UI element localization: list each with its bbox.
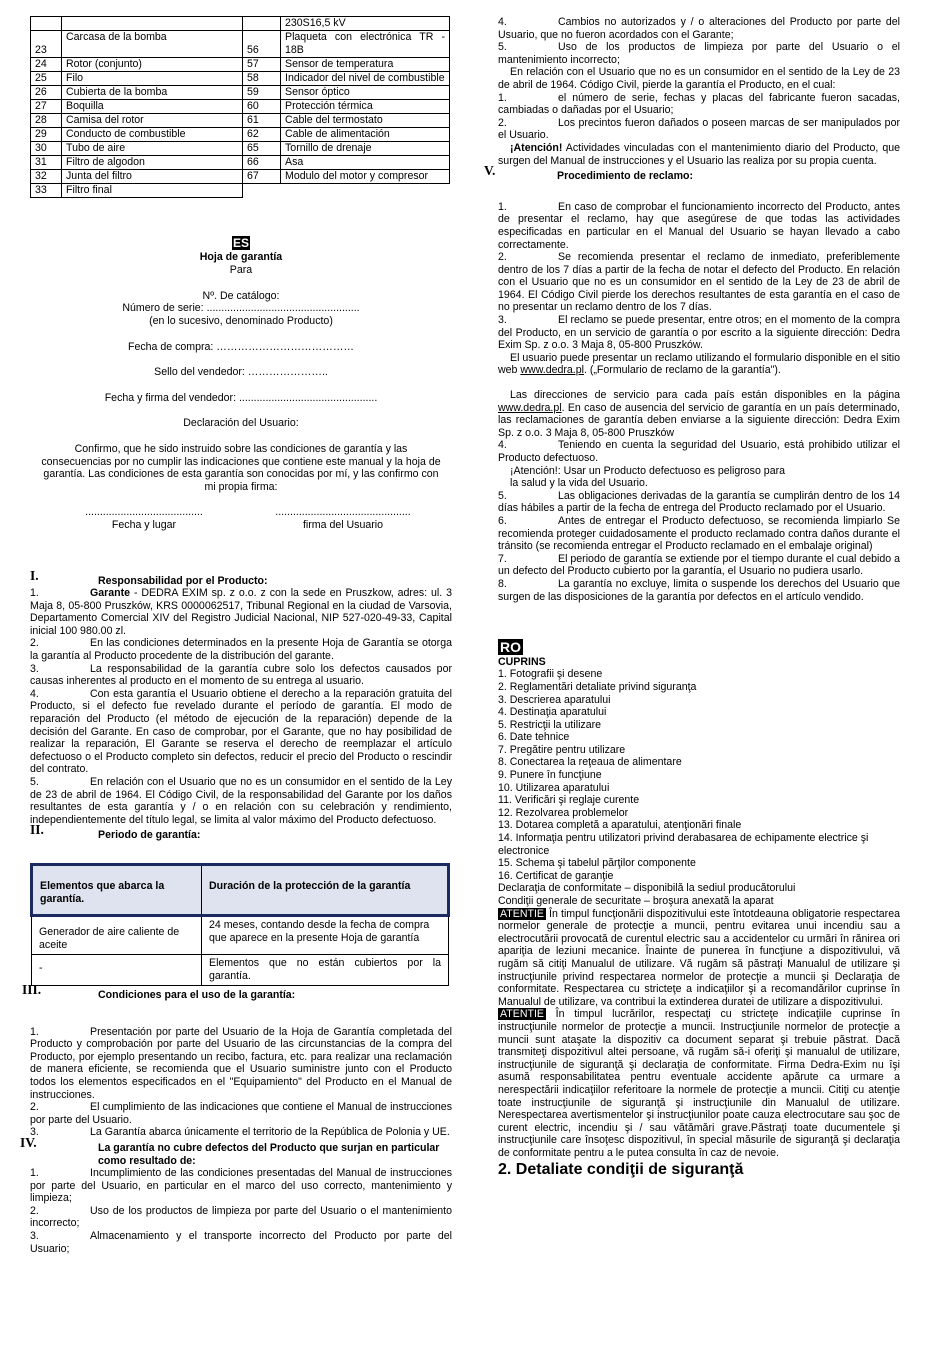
table-cell: 66 [243,156,281,170]
table-header-cell: Duración de la protección de la garantía [202,864,449,915]
serial-number: Número de serie: .................................................... [122,302,360,315]
table-cell: Filtro de algodon [62,156,243,170]
table-row [31,17,450,31]
list-item [498,16,900,41]
section-3-items [30,1026,452,1139]
toc-item: Condiţii generale de securitate – broşura anexată la aparat [498,895,774,907]
table-cell: 56 [243,31,281,58]
table-row [31,86,450,100]
item-number: 2. [30,1204,39,1217]
table-cell: 30 [31,142,62,156]
table-row [31,156,450,170]
table-cell: Tornillo de drenaje [281,142,450,156]
claim-item-6: 6. Antes de entregar el Producto defectuoso, se recomienda limpiarlo Se recomienda proteger cuidadosamente el producto reclamado contra daños durante el tránsito (se recomienda entregar el Producto reclamado en el embalaje original) [498,514,900,553]
toc-item: 10. Utilizarea aparatului [498,781,610,794]
table-cell: Plaqueta con electrónica TR - 18B [281,31,450,58]
claim-item-4: 4. Teniendo en cuenta la seguridad del Usuario, está prohibido utilizar el Producto defectuoso. [498,439,900,464]
item-text: En las condiciones determinados en la presente Hoja de Garantía se otorga la garantía al Producto procedente de la distribución del garante. [30,637,452,663]
toc-item: 16. Certificat de garanţie [498,869,614,882]
toc-item: 14. Informaţia pentru utilizatori privind derabasarea de echipamente electrice şi electronice [498,832,869,857]
section-2 [30,822,452,986]
claim-form-note: El usuario puede presentar un reclamo utilizando el formulario disponible en el sitio web www.dedra.pl. („Formulario de reclamo de la garantía"). [498,351,900,377]
item-number: 2. [498,116,507,129]
toc-item: 9. Punere în funcţiune [498,769,602,782]
table-cell: Asa [281,156,450,170]
toc-item: 13. Dotarea completă a aparatului, atenţionări finale [498,819,742,832]
item-number: 5. [30,776,39,788]
section-number: I. [30,567,39,583]
danger-note: ¡Atención!: Usar un Producto defectuoso es peligroso para [510,464,786,477]
claim-item-1: 1. En caso de comprobar el funcionamiento incorrecto del Producto, antes de presentar el reclamo, hay que asegúrese de que todas las actividades especificadas en particular en el Manual del Usuario se hayan llevado a cabo correctamente. [498,200,900,251]
item-text: Presentación por parte del Usuario de la Hoja de Garantía completada del Producto y comprobación por parte del Usuario de las circunstancias de la compra del Producto, por ejemplo presentando un recibo, factura, etc. para realizar una reclamación de manera eficiente, se recomienda que el Usuario suministre junto con el Producto todos los elementos especificados en el "Equipamiento" del Producto en el Manual de instrucciones. [30,1025,452,1101]
table-cell: 67 [243,170,281,184]
item-text: El cumplimiento de las indicaciones que contiene el Manual de instrucciones por parte del Usuario. [30,1101,452,1126]
table-cell: Sensor óptico [281,86,450,100]
date-place-label: Fecha y lugar [111,518,177,531]
section-4-items-2 [498,92,900,142]
table-cell: 61 [243,114,281,128]
table-cell: Sensor de temperatura [281,58,450,72]
toc-item: 11. Verificări şi reglaje curente [498,794,640,807]
ro-warning-2: ATENTIE În timpul lucrărilor, respectaţi cu stricteţe indicaţiile cuprinse în instrucţiunile normelor de protecţie a muncii. Instrucţiunile normelor de protecţie a muncii sunt ataşate la dispozitiv ca document separat şi trebuie păstrat. Dacă transmiteţi dispozitivul altei persoane, vă rugăm să-i oferiţi şi manualul de utilizare, instrucţiunile de siguranţă şi declaraţia de conformitate. Firma Dedra-Exim nu îşi asumă responsabilitatea pentru eventuale accidente apărute ca urmare a nerespectării indicaţiilor referitoare la normele de protecţie a muncii. Citiţi cu atenţie toate instrucţiunile de siguranţă şi instrucţiunile din Manualul de utilizare. Nerespectarea avertismentelor şi instrucţiunilor poate cauza electrocutare sau şoc de curent electric, incendiu şi / sau vătămări grave.Păstraţi toate ducumentele şi instrucţiunile care însoţesc dispozitivul, în special măsurile de siguranţă şi declaraţia de conformitate pentru a le putea consulta în caz de nevoie. [498,1008,900,1159]
consumer-note: En relación con el Usuario que no es un consumidor en el sentido de la Ley de 23 de abril de 1964. Código Civil, pierde la garantía el Producto, en el cual: [498,66,900,91]
atentie-label: ATENTIE [500,1008,544,1021]
item-text: el número de serie, fechas y placas del fabricante fueron sacadas, cambiadas o dañadas por el Usuario; [498,91,900,117]
table-cell [31,17,62,31]
item-number: 1. [30,587,39,600]
section-number: II. [30,822,44,838]
dedra-link[interactable]: www.dedra.pl [498,401,562,414]
list-item [498,92,900,117]
toc-item: 4. Destinaţia aparatului [498,706,607,719]
language-badge-ro: RO [500,639,521,656]
toc-item: 6. Date tehnice [498,731,570,744]
item-text: En relación con el Usuario que no es un consumidor en el sentido de la Ley de 23 de abril de 1964. El Código Civil, de la responsabilidad del Garante por los daños resultantes de esta garantía y / o en relación con su celebración y rendimiento, independientemente del título legal, se limita al valor máximo del Producto defectuoso. [30,776,452,826]
warranty-period-table [30,863,450,986]
item-text: La responsabilidad de la garantía cubre solo los defectos causados por causas inherentes al producto en el momento de su entrega al usuario. [30,662,452,688]
section-1-items [30,587,452,826]
table-cell: Filtro final [62,184,243,198]
user-signature-label: firma del Usuario [302,518,384,531]
section-title: Periodo de garantía: [98,829,201,842]
item-number: 4. [30,687,39,700]
user-signature-line: .............................................. [275,506,411,519]
table-row [31,128,450,142]
table-cell: Protección térmica [281,100,450,114]
table-cell: 25 [31,72,62,86]
table-cell: 60 [243,100,281,114]
parts-table [30,16,450,198]
table-cell: 65 [243,142,281,156]
item-number: 3. [30,662,39,675]
item-number: 5. [498,41,507,54]
declaration-text: Confirmo, que he sido instruido sobre las condiciones de garantía y las consecuencias por no cumplir las indicaciones que contiene este manual y la hoja de garantía. Las condiciones de esta garantía son conocidas por mí, y las confirmo con mi propia firma: [41,442,441,493]
item-text: Uso de los productos de limpieza por parte del Usuario o el mantenimiento incorrecto; [30,1204,452,1230]
parts-table-body [31,17,450,198]
toc-item: 5. Restricţii la utilizare [498,718,602,731]
table-cell [243,17,281,31]
item-text: Los precintos fueron dañados o poseen marcas de ser manipulados por el Usuario. [498,116,900,142]
dedra-link[interactable]: www.dedra.pl [520,364,584,377]
section-5 [484,163,900,603]
list-item [30,637,452,662]
ro-section [498,639,900,1179]
table-cell: 23 [31,31,62,58]
table-cell: 29 [31,128,62,142]
table-cell: Boquilla [62,100,243,114]
section-title: Procedimiento de reclamo: [557,170,693,183]
table-cell: 230S16,5 kV [281,17,450,31]
list-item [30,776,452,826]
item-number: 1. [30,1025,39,1038]
toc-item: 1. Fotografii şi desene [498,668,603,681]
item-text: Incumplimiento de las condiciones presentadas del Manual de instrucciones por parte del Usuario, en particular en el marco del uso correcto, mantenimiento y limpieza; [30,1167,452,1205]
list-item [30,688,452,776]
item-text: Almacenamiento y el transporte incorrecto del Producto por parte del Usuario; [30,1230,452,1255]
section-1 [30,567,452,827]
table-row [31,142,450,156]
list-item [498,117,900,142]
table-cell: Cable del termostato [281,114,450,128]
warranty-para: Para [229,264,253,277]
ro-toc [498,668,900,907]
claim-item-8: 8. La garantía no excluye, limita o suspende los derechos del Usuario que surgen de las disposiciones de la garantía por defectos en el artículo vendido. [498,577,900,603]
toc-item: 2. Reglamentări detaliate privind siguranţa [498,680,697,693]
table-cell: 33 [31,184,62,198]
table-cell: 32 [31,170,62,184]
toc-item: 3. Descrierea aparatului [498,693,611,706]
warranty-card [30,236,452,532]
attention-note [498,142,900,167]
section-number: IV. [20,1134,37,1150]
section-title: Responsabilidad por el Producto: [98,574,268,587]
table-cell: Cable de alimentación [281,128,450,142]
language-badge-es: ES [232,236,249,250]
table-cell: 26 [31,86,62,100]
item-number: 1. [498,91,507,104]
list-item [30,1026,452,1102]
list-item [30,1230,452,1255]
item-text: Con esta garantía el Usuario obtiene el derecho a la reparación gratuita del Producto, si el defecto fue revelado durante el período de garantía. El modo de reparación del Producto (el método de ejecución de la reparación) depende de la decisión del Garante. En caso de comprobar, por el Garante, que no hay posibilidad de realizar la reparación, El Garante se reserva el derecho de reemplazar el artículo defectuoso o el Producto completo sin defectos, reducir el precio del Producto o rescindir del contrato. [30,687,452,776]
left-column [20,0,452,1255]
table-cell: Generador de aire caliente de aceite [32,915,202,954]
item-lead: Garante [90,587,131,600]
table-cell: Indicador del nivel de combustible [281,72,450,86]
attention-text: Actividades vinculadas con el mantenimiento diario del Producto, que surgen del Manual de instrucciones y el Usuario las realiza por su propia cuenta. [498,141,900,167]
table-cell: 28 [31,114,62,128]
table-cell: Cubierta de la bomba [62,86,243,100]
section-4-items [30,1167,452,1255]
right-column [484,16,900,1179]
table-cell: - [32,954,202,985]
danger-note-cont: la salud y la vida del Usuario. [510,477,648,490]
table-cell: Junta del filtro [62,170,243,184]
item-number: 3. [30,1230,39,1243]
item-number: 4. [498,16,507,28]
section-title: La garantía no cubre defectos del Producto que surjan en particular como resultado de: [98,1141,440,1167]
toc-item: Declaraţia de conformitate – disponibilă la sediul producătorului [498,882,796,895]
ro-warning-1: ATENTIE În timpul funcţionării dispozitivului este întotdeauna obligatorie respectarea normelor generale de protecţie a muncii, pentru evitarea unui incendiu sau a electrocutării provocată de curentul electric sau a accidentelor cu urmări în rănirea ori apariţia de leziuni mecanice. Înainte de punerea în funcţiune a dispozitivului, vă rugăm să citiţi Manualul de utilizare. Vă rugăm să păstraţi Manualul de utilizare şi instrucţiunile privind respectarea normelor de protecţie a muncii şi Declaraţia de conformitate. Respectarea cu stricteţe a indicaţiilor şi a recomandărilor cuprinse în Manualul de utilizare, va contribui la extinderea duratei de utilizare a dispozitivului. [498,907,900,1008]
seller-stamp: Sello del vendedor: ………………….. [154,366,328,379]
list-item [30,1126,452,1139]
table-cell-empty [243,184,450,198]
warranty-title: Hoja de garantía [199,250,283,263]
item-number: 1. [30,1167,39,1180]
table-cell: Tubo de aire [62,142,243,156]
signature-lines [30,506,452,531]
item-text: La Garantía abarca únicamente el territorio de la República de Polonia y UE. [90,1126,450,1139]
list-item [498,41,900,66]
table-cell [62,17,243,31]
table-cell: 62 [243,128,281,142]
list-item [30,1101,452,1126]
claim-item-5: 5. Las obligaciones derivadas de la garantía se cumplirán dentro de los 14 días hábiles a partir de la fecha de entrega del Producto reclamado por el Usuario. [498,489,900,515]
item-text: Uso de los productos de limpieza por parte del Usuario o el mantenimiento incorrecto; [498,41,900,66]
catalog-number: Nº. De catálogo: [202,289,280,302]
table-cell: Elementos que no están cubiertos por la garantía. [202,954,449,985]
table-header-cell: Elementos que abarca la garantía. [32,864,202,915]
section-4 [20,1134,452,1255]
table-row [31,184,450,198]
atentie-label: ATENTIE [500,907,544,920]
table-row [31,58,450,72]
ro-heading-2: 2. Detaliate condiţii de siguranţă [498,1161,744,1179]
item-text: Cambios no autorizados y / o alteraciones del Producto por parte del Usuario, que no fueron acordados con el Garante; [498,16,900,41]
table-cell: 31 [31,156,62,170]
date-place-line: ........................................ [85,506,203,519]
table-cell: Filo [62,72,243,86]
table-row [31,72,450,86]
purchase-date: Fecha de compra: ………………………………… [127,340,355,353]
table-cell: 58 [243,72,281,86]
item-text: - DEDRA EXIM sp. z o.o. z con la sede en Pruszkow, adres: ul. 3 Maja 8, 05-800 Pruszków, KRS 0000062517, Tribunal Regional en la ciudad de Varsovia, Departamento Comercial XIV del Registro Judicial Nacional, NIP 527-020-49-33, Capital inicial 100 980.00 zl. [30,587,452,637]
service-address-note: Las direcciones de servicio para cada país están disponibles en la página www.dedra.pl. En caso de ausencia del servicio de garantía en un país determinado, las reclamaciones de garantía deben enviarse a la siguiente dirección: Dedra Exim Sp. z o.o. 3 Maja 8, 05-800 Pruszków [498,389,900,439]
section-3 [22,981,452,1139]
table-row [31,170,450,184]
section-title: Condiciones para el uso de la garantía: [98,988,296,1001]
table-row [31,100,450,114]
table-cell: Camisa del rotor [62,114,243,128]
table-cell: Conducto de combustible [62,128,243,142]
table-cell: 24 meses, contando desde la fecha de compra que aparece en la presente Hoja de garantía [202,915,449,954]
claim-item-2: 2. Se recomienda presentar el reclamo de inmediato, preferiblemente dentro de los 7 días a partir de la fecha de notar el defecto del Producto. En relación con el Usuario que no es un consumidor en el sentido de la Ley de 23 de abril de 1964. El Código Civil pierde los derechos resultantes de esta garantía en el caso de no presentar un reclamo dentro de los 7 días. [498,251,900,314]
list-item [30,587,452,637]
toc-item: 12. Rezolvarea problemelor [498,806,629,819]
toc-item: 7. Pregătire pentru utilizare [498,743,626,756]
item-number: 2. [30,1101,39,1114]
table-cell: 27 [31,100,62,114]
claim-item-3: 3. El reclamo se puede presentar, entre otros; en el momento de la compra del Producto, en un servicio de garantía o por escrito a la siguiente dirección: Dedra Exim Sp. z o.o. 3 Maja 8, 05-800 Pruszków. [498,314,900,352]
table-cell: 59 [243,86,281,100]
section-4-items-continued [498,16,900,66]
toc-item: 15. Schema şi tabelul părţilor componente [498,857,696,870]
list-item [30,663,452,688]
item-number: 2. [30,637,39,650]
table-cell: 57 [243,58,281,72]
ro-toc-title: CUPRINS [498,655,546,668]
claim-item-7: 7. El periodo de garantía se extiende por el tiempo durante el cual debido a un defecto del Producto cubierto por la garantía, el Usuario no pudiera usarlo. [498,552,900,578]
section-number: III. [22,981,42,997]
toc-item: 8. Conectarea la reţeaua de alimentare [498,756,682,769]
seller-signature: Fecha y firma del vendedor: ............................................... [104,391,378,404]
attention-label: ¡Atención! [510,141,563,154]
table-cell: Modulo del motor y compresor [281,170,450,184]
declaration-title: Declaración del Usuario: [183,417,299,430]
table-cell: Carcasa de la bomba [62,31,243,58]
table-cell: 24 [31,58,62,72]
serial-note: (en lo sucesivo, denominado Producto) [149,314,333,327]
table-row [31,114,450,128]
section-number: V. [484,163,496,179]
list-item [30,1205,452,1230]
item-number: 3. [30,1126,39,1139]
list-item [30,1167,452,1205]
table-cell: Rotor (conjunto) [62,58,243,72]
table-row [31,31,450,58]
